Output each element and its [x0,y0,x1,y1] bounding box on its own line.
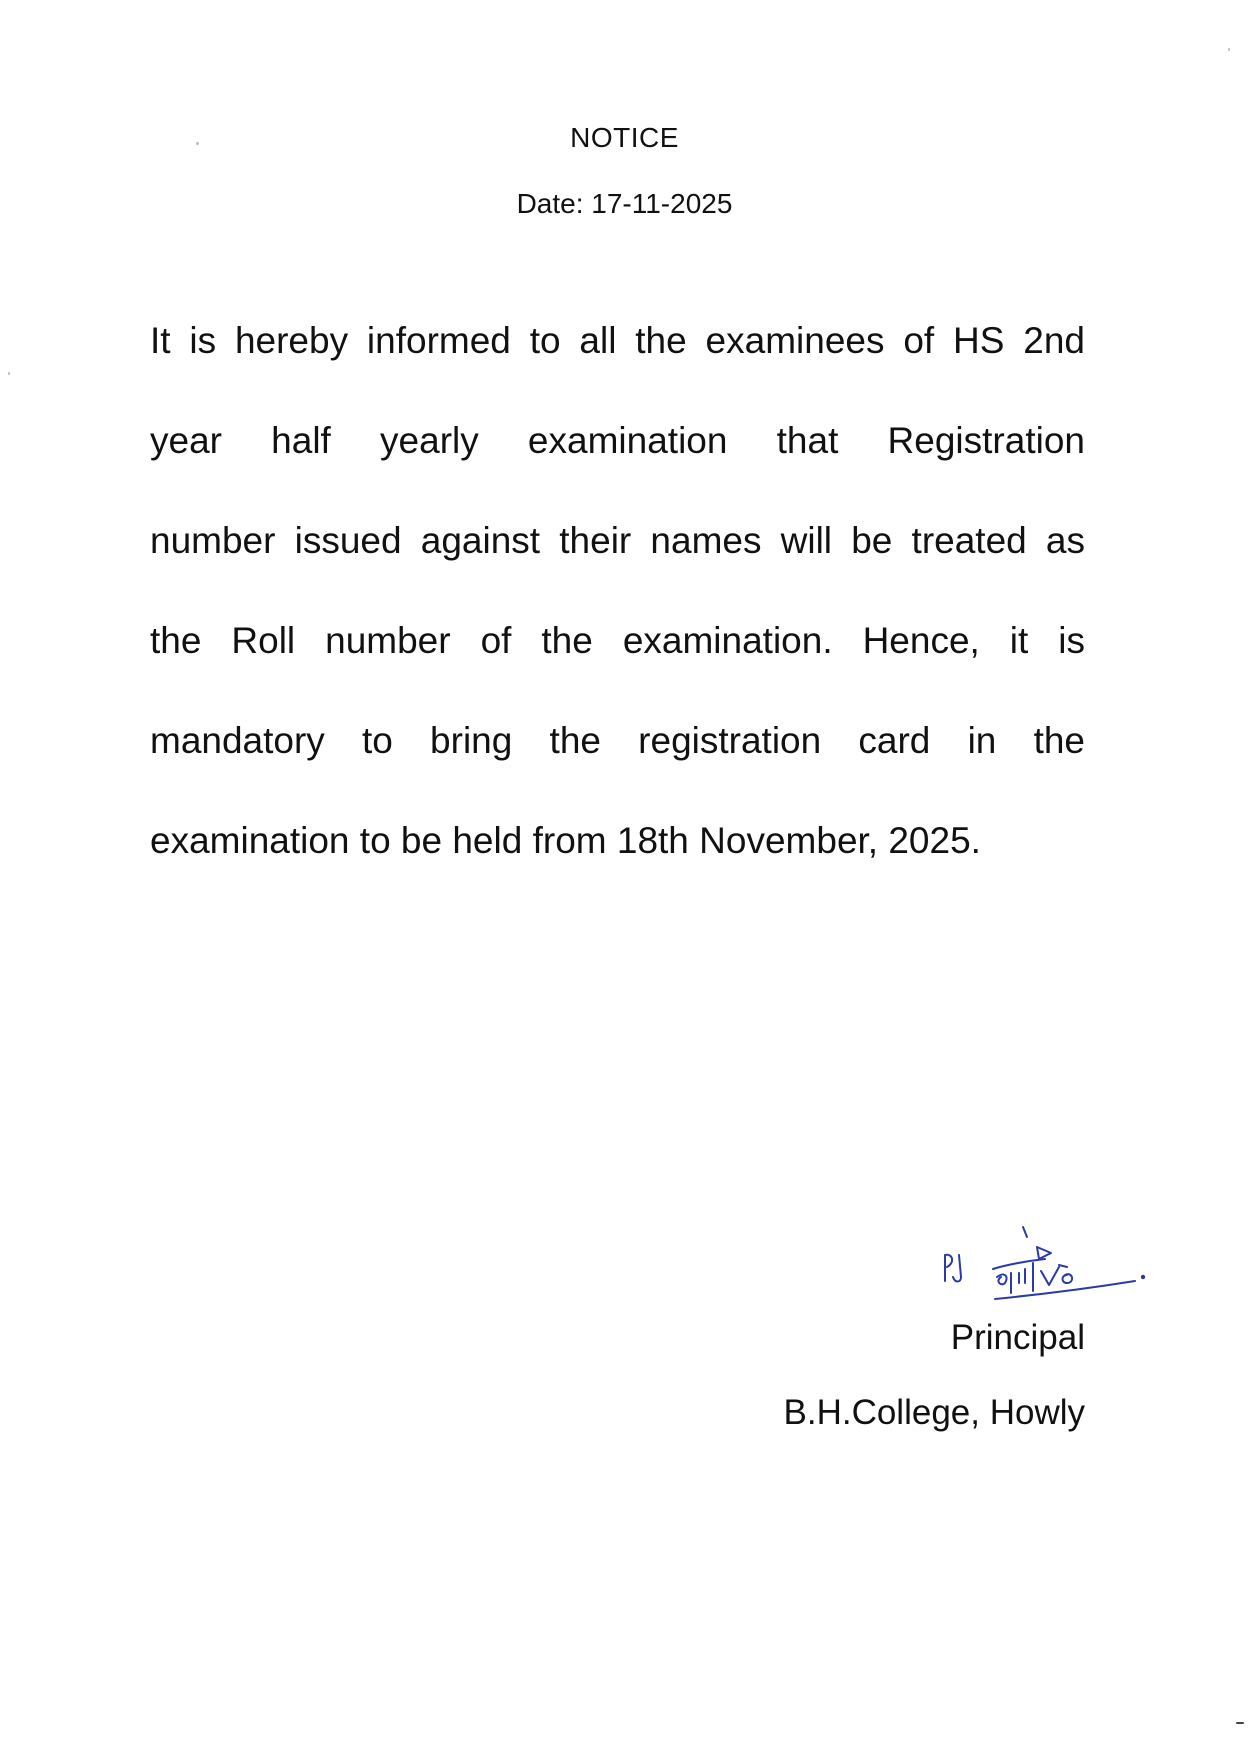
body-line: examination to be held from 18th November, 2025. [150,820,981,861]
body-line: It is hereby informed to all the examinees of HS 2nd [150,320,1085,361]
signatory-title: Principal [950,1318,1085,1357]
notice-title: NOTICE [570,122,679,153]
signatory-organization: B.H.College, Howly [783,1393,1085,1432]
scan-speck [1236,1722,1244,1724]
notice-body [150,316,1085,916]
scan-speck [196,142,199,145]
body-line: year half yearly examination that Registration [150,420,1085,461]
body-line: mandatory to bring the registration card in the [150,720,1085,761]
notice-date: Date: 17-11-2025 [516,188,733,219]
body-line: the Roll number of the examination. Hence, it is [150,620,1085,661]
body-line: number issued against their names will be treated as [150,520,1085,561]
scan-speck [8,372,10,375]
handwritten-signature [935,1225,1170,1315]
scan-speck [1228,48,1230,51]
